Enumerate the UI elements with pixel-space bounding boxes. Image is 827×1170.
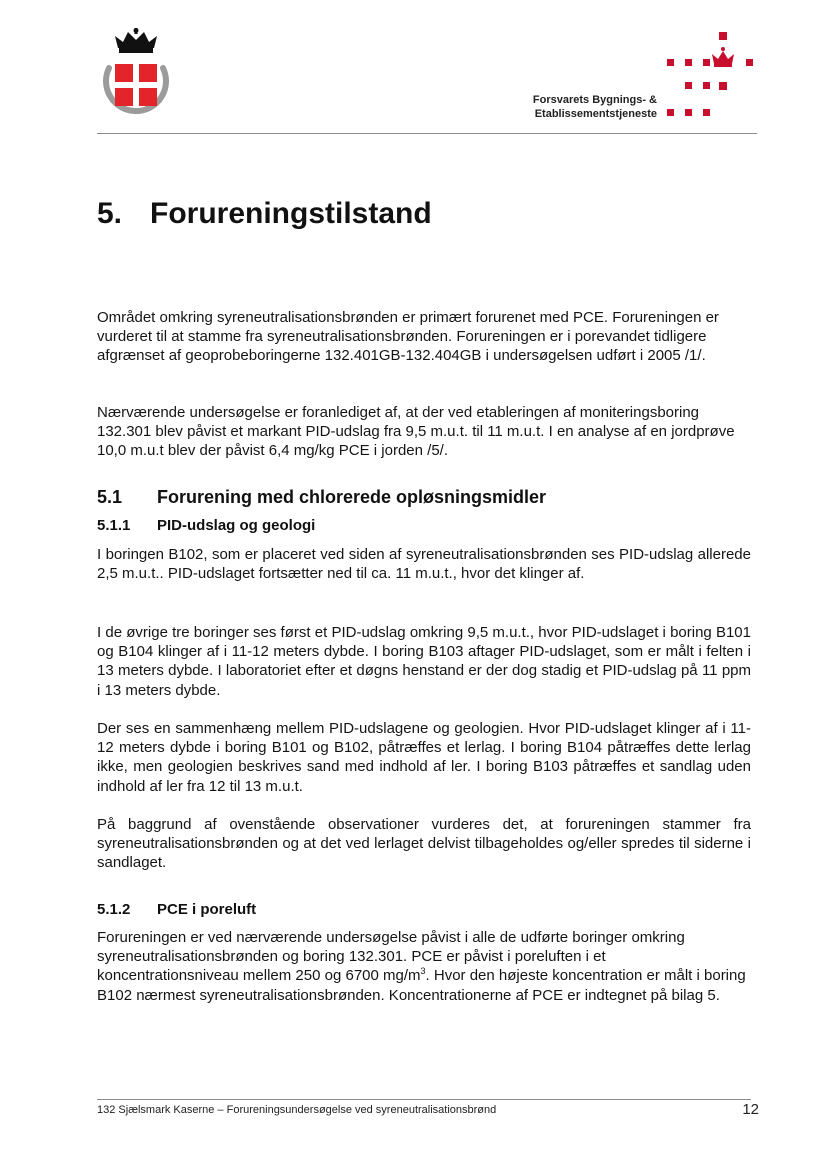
subsection-number: 5.1.2 <box>97 901 131 918</box>
org-name-line-1: Forsvarets Bygnings- & <box>532 94 657 106</box>
footer-divider <box>97 1099 751 1100</box>
chapter-number: 5. <box>97 197 123 230</box>
chapter-title <box>97 197 432 231</box>
header-divider <box>97 133 757 134</box>
paragraph-5-1-2 <box>97 928 751 1005</box>
intro-paragraph-1: Området omkring syreneutralisationsbrønden er primært forurenet med PCE. Forureningen er vurderet til at stamme fra syreneutralisationsbrønden. Forureningen er i porevandet tidligere afgrænset af geoprobeboringerne 132.401GB-132.404GB i undersøgelsen udført i 2005 /1/. <box>97 309 719 365</box>
section-heading-5-1-2 <box>97 901 256 918</box>
organization-name <box>500 93 657 121</box>
paragraph-5-1-1-a: I boringen B102, som er placeret ved siden af syreneutralisationsbrønden ses PID-udslag allerede 2,5 m.u.t.. PID-udslaget fortsætter ned til ca. 11 m.u.t., hvor det klinger af. <box>97 546 751 583</box>
paragraph-5-1-1-d: På baggrund af ovenstående observationer vurderes det, at forureningen stammer fra syreneutralisationsbrønden og at det ved lerlaget delvist tilbageholdes og/eller spredes til siderne i sandlaget. <box>97 816 751 872</box>
subsection-number: 5.1.1 <box>97 517 131 534</box>
paragraph-5-1-1-b: I de øvrige tre boringer ses først et PID-udslag omkring 9,5 m.u.t., hvor PID-udslaget i boring B101 og B104 klinger af i 11-12 meters dybde. I boring B103 aftager PID-udslaget, som er målt i felten i 13 meters dybde. I laboratoriet efter et døgns henstand er der dog stadig et PID-udslag på 11 ppm i 13 meters dybde. <box>97 624 751 699</box>
subsection-title: PCE i poreluft <box>157 901 257 918</box>
section-number: 5.1 <box>97 487 123 507</box>
section-title: Forurening med chlorerede opløsningsmidler <box>157 487 547 507</box>
paragraph-text-start: Forureningen er ved nærværende undersøgelse påvist i alle de udførte boringer omkring syreneutralisationsbrønden og boring 132.301. PCE er påvist i poreluften i et koncentrationsniveau mellem 250 og 6700 mg/m <box>97 929 685 985</box>
chapter-title-text: Forureningstilstand <box>150 197 432 230</box>
org-name-line-2: Etablissementstjeneste <box>534 108 657 120</box>
crown-dot-grid-logo-icon <box>664 32 756 124</box>
intro-paragraph-2: Nærværende undersøgelse er foranlediget af, at der ved etableringen af moniteringsboring 132.301 blev påvist et markant PID-udslag fra 9,5 m.u.t. til 11 m.u.t. I en analyse af en jordprøve 10,0 m.u.t blev der påvist 6,4 mg/kg PCE i jorden /5/. <box>97 404 735 460</box>
page-number: 12 <box>742 1101 759 1118</box>
section-heading-5-1-1 <box>97 517 315 534</box>
paragraph-5-1-1-c: Der ses en sammenhæng mellem PID-udslagene og geologien. Hvor PID-udslaget klinger af i 11-12 meters dybde i boring B101 og B102, påtræffes et lerlag. I boring B104 påtræffes dette lerlag ikke, men geologien beskrives sand med indhold af ler. I boring B103 påtræffes et sandlag uden indhold af ler fra 12 til 13 m.u.t. <box>97 720 751 795</box>
section-heading-5-1 <box>97 487 546 508</box>
superscript-3: 3 <box>420 966 426 977</box>
paragraph-text-end: . Hvor den højeste koncentration er målt i boring B102 nærmest syreneutralisationsbrønden. Koncentrationerne af PCE er indtegnet på bilag 5. <box>97 967 746 1004</box>
crown-shield-emblem-icon <box>97 28 175 126</box>
subsection-title: PID-udslag og geologi <box>157 517 316 534</box>
footer-text: 132 Sjælsmark Kaserne – Forureningsundersøgelse ved syreneutralisationsbrønd <box>97 1104 497 1116</box>
